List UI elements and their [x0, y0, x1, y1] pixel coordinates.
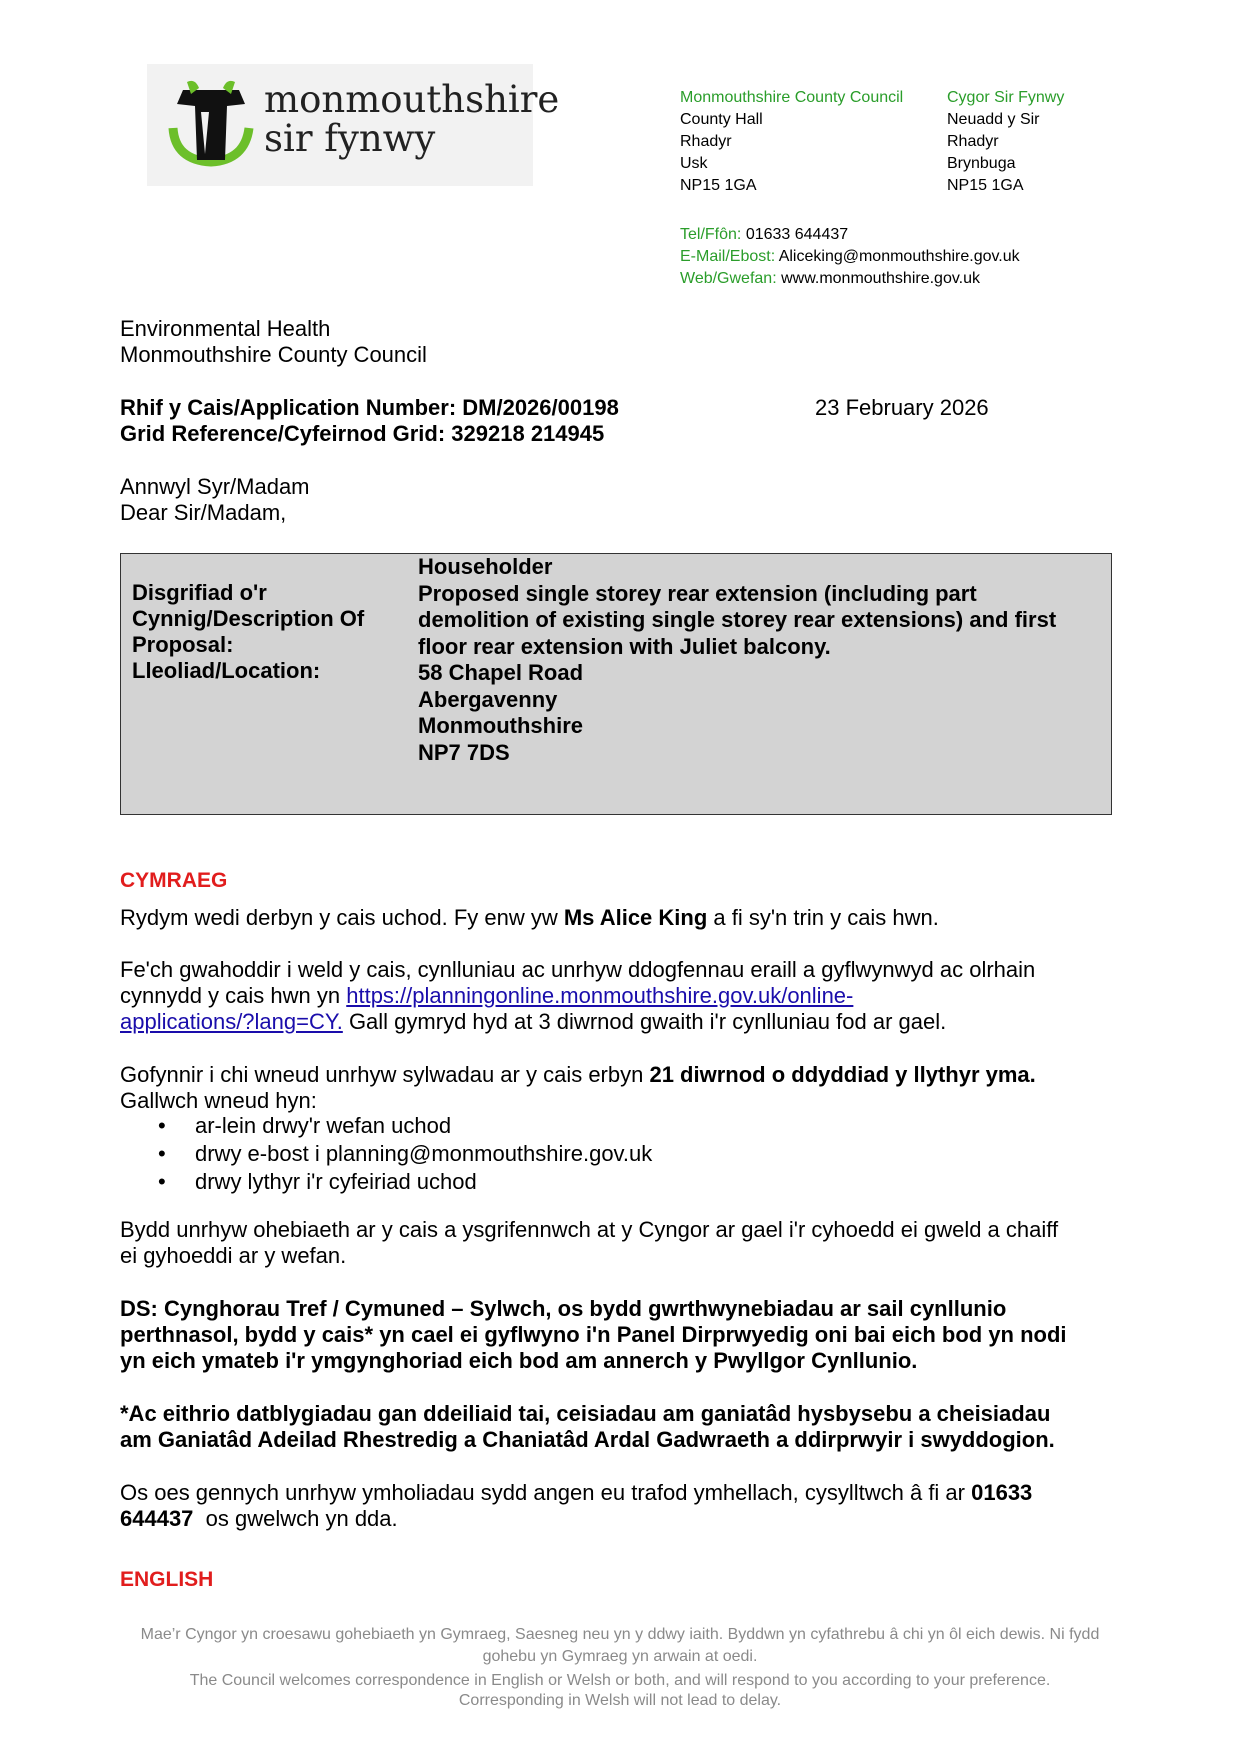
- council-note-line: perthnasol, bydd y cais* yn cael ei gyflwyno i'n Panel Dirprwyedig oni bai eich bod yn nodi: [120, 1322, 1067, 1347]
- letter-date: 23 February 2026: [815, 395, 989, 420]
- case-officer-name: Ms Alice King: [563, 905, 708, 930]
- location-line: Monmouthshire: [418, 713, 583, 738]
- description-label-line: Cynnig/Description Of: [132, 606, 365, 631]
- publication-text-line: Bydd unrhyw ohebiaeth ar y cais a ysgrifennwch at y Cyngor ar gael i'r cyhoedd ei gweld a chaiff: [120, 1217, 1059, 1242]
- grid-reference: Grid Reference/Cyfeirnod Grid: 329218 214945: [120, 421, 605, 446]
- proposal-description-line: Proposed single storey rear extension (including part: [418, 580, 977, 606]
- welsh-address-line: Brynbuga: [947, 155, 1016, 172]
- contact-details: [680, 224, 1020, 290]
- footer-welsh: [110, 1624, 1130, 1668]
- welsh-address-line: NP15 1GA: [947, 177, 1024, 194]
- english-address-line: Rhadyr: [680, 133, 732, 150]
- footer-welsh-line: gohebu yn Gymraeg yn arwain at oedi.: [482, 1648, 758, 1665]
- list-item: • drwy e-bost i planning@monmouthshire.gov.uk: [120, 1141, 1120, 1169]
- description-label-line: Proposal:: [132, 632, 234, 657]
- intro-paragraph: [120, 905, 1120, 931]
- welsh-section-heading: CYMRAEG: [120, 869, 228, 892]
- comments-paragraph: [120, 1062, 1120, 1114]
- welsh-org-name: Cygor Sir Fynwy: [947, 89, 1065, 106]
- contact-web: [680, 268, 1020, 290]
- location-line: NP7 7DS: [418, 739, 510, 765]
- logo-line-2: sir fynwy: [264, 117, 436, 160]
- english-address-line: Usk: [680, 155, 708, 172]
- footer-welsh-line: Mae’r Cyngor yn croesawu gohebiaeth yn Gymraeg, Saesneg neu yn y ddwy iaith. Byddwn yn cyfathrebu â chi yn ôl eich dewis. Ni fydd: [140, 1626, 1100, 1643]
- welsh-address-line: Neuadd y Sir: [947, 111, 1040, 128]
- english-section-heading: ENGLISH: [120, 1568, 214, 1591]
- council-logo: [147, 64, 560, 186]
- proposal-values: [418, 554, 1108, 766]
- logo-line-1: monmouthshire: [264, 78, 560, 121]
- tel-value: 01633 644437: [745, 226, 849, 243]
- logo-emblem-icon: [165, 78, 257, 168]
- enquiries-paragraph: [120, 1480, 1120, 1532]
- salutation-welsh: Annwyl Syr/Madam: [120, 474, 310, 499]
- footer-english: [110, 1671, 1130, 1711]
- view-text-line: Fe'ch gwahoddir i weld y cais, cynlluniau ac unrhyw ddogfennau eraill a gyflwynwyd ac olrhain: [120, 957, 1036, 982]
- council-note-line: DS: Cynghorau Tref / Cymuned – Sylwch, os bydd gwrthwynebiadau ar sail cynllunio: [120, 1296, 1007, 1321]
- location-label: Lleoliad/Location:: [132, 658, 321, 683]
- planning-online-link-continued[interactable]: applications/?lang=CY.: [120, 1009, 343, 1034]
- planning-online-link[interactable]: https://planningonline.monmouthshire.gov.uk/online-: [346, 983, 854, 1008]
- english-org-name: Monmouthshire County Council: [680, 89, 904, 106]
- recipient-line-2: Monmouthshire County Council: [120, 342, 427, 367]
- english-address-line: County Hall: [680, 111, 763, 128]
- exceptions-paragraph: [120, 1401, 1120, 1453]
- publication-text-line: ei gyhoeddi ar y wefan.: [120, 1243, 347, 1268]
- location-line: Abergavenny: [418, 686, 558, 712]
- logo-wordmark: [264, 80, 559, 158]
- intro-text: Rydym wedi derbyn y cais uchod. Fy enw yw: [120, 905, 564, 930]
- publication-paragraph: [120, 1217, 1120, 1269]
- intro-text-end: a fi sy'n trin y cais hwn.: [707, 905, 939, 930]
- exceptions-line: am Ganiatâd Adeilad Rhestredig a Chaniatâd Ardal Gadwraeth a ddirprwyir i swyddogion.: [120, 1427, 1055, 1452]
- welsh-address: [947, 87, 1064, 197]
- list-item: • ar-lein drwy'r wefan uchod: [120, 1113, 1120, 1141]
- email-label: E-Mail/Ebost:: [680, 248, 776, 265]
- council-note-line: yn eich ymateb i'r ymgynghoriad eich bod am annerch y Pwyllgor Cynllunio.: [120, 1348, 918, 1373]
- web-label: Web/Gwefan:: [680, 270, 777, 287]
- reference-block: [120, 395, 619, 447]
- comments-deadline: 21 diwrnod o ddyddiad y llythyr yma.: [649, 1062, 1036, 1087]
- phone-number-part: 01633: [971, 1480, 1033, 1505]
- english-address: [680, 87, 903, 197]
- proposal-description-line: floor rear extension with Juliet balcony.: [418, 633, 831, 659]
- enquiries-text-end: os gwelwch yn dda.: [193, 1506, 398, 1531]
- view-application-paragraph: [120, 957, 1120, 1035]
- council-note-paragraph: [120, 1296, 1120, 1374]
- proposal-labels: [132, 580, 392, 684]
- welsh-address-line: Rhadyr: [947, 133, 999, 150]
- salutation-english: Dear Sir/Madam,: [120, 500, 287, 525]
- location-line: 58 Chapel Road: [418, 660, 584, 685]
- salutation: [120, 474, 310, 526]
- comments-text: Gofynnir i chi wneud unrhyw sylwadau ar y cais erbyn: [120, 1062, 650, 1087]
- view-text-line: cynnydd y cais hwn yn: [120, 983, 347, 1008]
- description-label-line: Disgrifiad o'r: [132, 580, 267, 605]
- email-value[interactable]: Aliceking@monmouthshire.gov.uk: [778, 248, 1020, 265]
- recipient-line-1: Environmental Health: [120, 316, 331, 341]
- contact-tel: [680, 224, 1020, 246]
- application-number: Rhif y Cais/Application Number: DM/2026/00198: [120, 395, 619, 420]
- phone-number-part: 644437: [120, 1506, 194, 1531]
- comments-methods-intro: Gallwch wneud hyn:: [120, 1088, 317, 1113]
- enquiries-text: Os oes gennych unrhyw ymholiadau sydd angen eu trafod ymhellach, cysylltwch â fi ar: [120, 1480, 972, 1505]
- web-value[interactable]: www.monmouthshire.gov.uk: [781, 270, 980, 287]
- recipient-address: [120, 316, 427, 368]
- contact-email: [680, 246, 1020, 268]
- list-item: • drwy lythyr i'r cyfeiriad uchod: [120, 1169, 1120, 1197]
- proposal-description-line: demolition of existing single storey rear extensions) and first: [418, 607, 1057, 632]
- english-address-line: NP15 1GA: [680, 177, 757, 194]
- comment-methods-list: [120, 1113, 1120, 1197]
- description-label: [132, 580, 392, 658]
- view-text-line: Gall gymryd hyd at 3 diwrnod gwaith i'r cynlluniau fod ar gael.: [342, 1009, 947, 1034]
- application-type: Householder: [418, 554, 553, 579]
- footer-english-line: The Council welcomes correspondence in English or Welsh or both, and will respond to you according to your preference.: [189, 1672, 1051, 1689]
- exceptions-line: *Ac eithrio datblygiadau gan ddeiliaid tai, ceisiadau am ganiatâd hysbysebu a cheisiadau: [120, 1401, 1051, 1426]
- footer-english-line: Corresponding in Welsh will not lead to delay.: [458, 1692, 782, 1709]
- tel-label: Tel/Ffôn:: [680, 226, 742, 243]
